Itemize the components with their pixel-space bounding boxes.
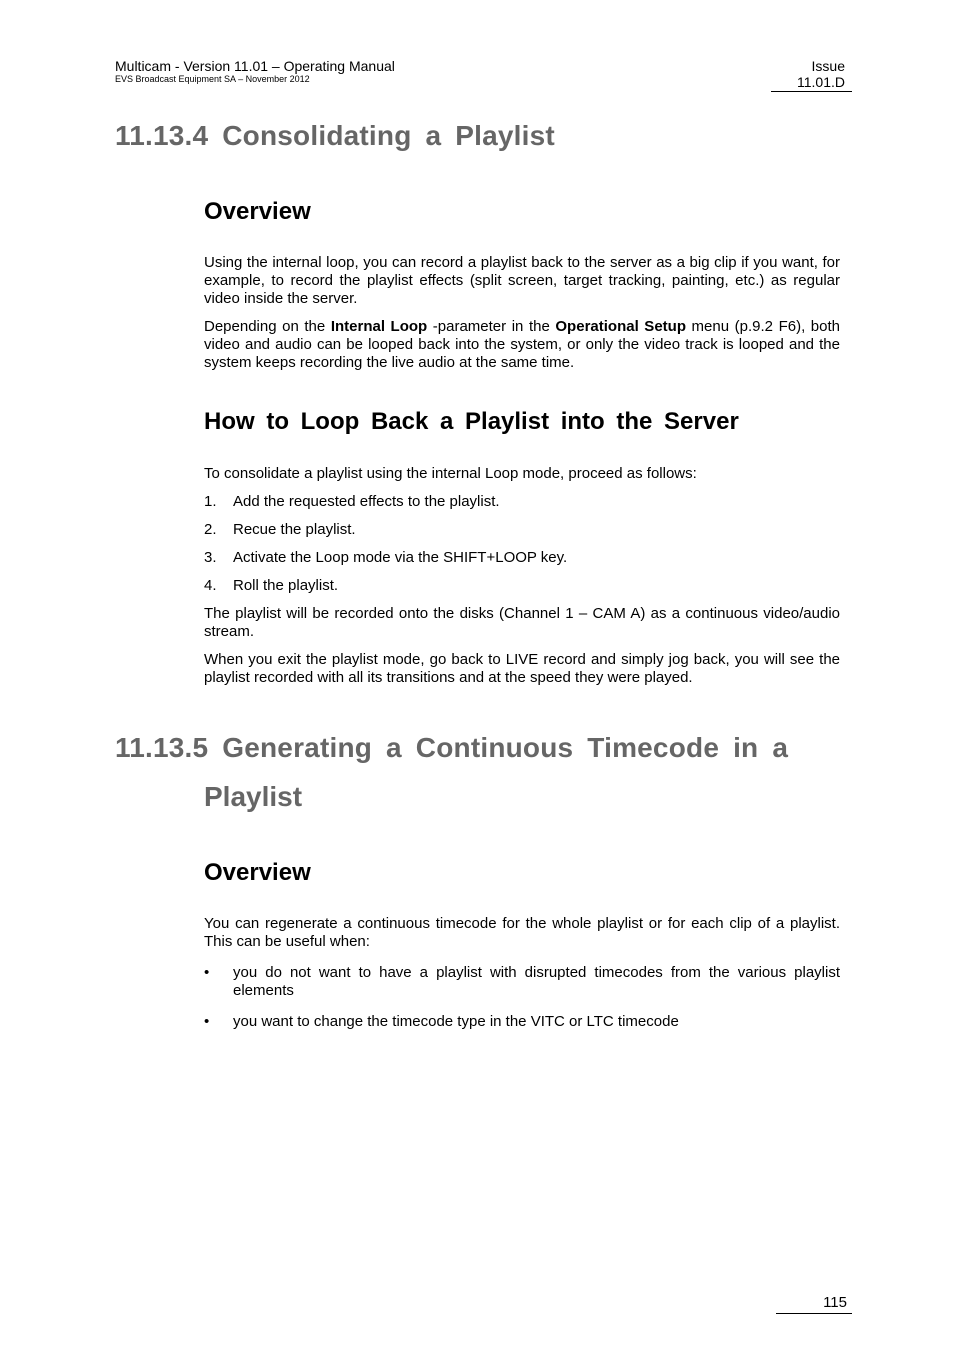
recording-paragraph: The playlist will be recorded onto the disks (Channel 1 – CAM A) as a continuous video/audio stream. — [204, 605, 840, 640]
bullet-text: you do not want to have a playlist with disrupted timecodes from the various playlist elements — [233, 964, 840, 999]
overview-heading-1: Overview — [204, 198, 311, 225]
bullet-text: you want to change the timecode type in the VITC or LTC timecode — [233, 1013, 679, 1030]
step-number: 3. — [204, 549, 217, 566]
header-issue-version: 11.01.D — [797, 74, 845, 90]
header-subtitle: EVS Broadcast Equipment SA – November 2012 — [115, 74, 310, 84]
header-divider — [771, 91, 852, 92]
internal-loop-term: Internal Loop — [330, 318, 428, 335]
step-number: 1. — [204, 493, 217, 510]
page-number: 115 — [823, 1294, 847, 1311]
footer-divider — [776, 1313, 852, 1314]
step-text: Activate the Loop mode via the SHIFT+LOOP key. — [233, 549, 568, 566]
header-issue-label: Issue — [811, 58, 845, 74]
step-number: 2. — [204, 521, 217, 538]
para2-text-1: Depending on the — [204, 318, 331, 335]
section-heading-timecode: 11.13.5 Generating a Continuous Timecode in a — [115, 732, 789, 763]
bullet-icon: • — [204, 1013, 210, 1030]
exit-playlist-paragraph: When you exit the playlist mode, go back to LIVE record and simply jog back, you will see the playlist recorded with all its transitions and at the speed they were played. — [204, 651, 840, 686]
step-text: Roll the playlist. — [233, 577, 339, 594]
header-title: Multicam - Version 11.01 – Operating Manual — [115, 58, 395, 74]
step-text: Add the requested effects to the playlist. — [233, 493, 500, 510]
step-text: Recue the playlist. — [233, 521, 356, 538]
bullet-icon: • — [204, 964, 210, 981]
loop-back-heading: How to Loop Back a Playlist into the Server — [204, 408, 739, 435]
overview-paragraph-2 — [204, 318, 840, 372]
overview-heading-2: Overview — [204, 859, 311, 886]
operational-setup-term: Operational Setup — [555, 318, 686, 335]
timecode-overview-paragraph: You can regenerate a continuous timecode for the whole playlist or for each clip of a playlist. This can be useful when: — [204, 915, 840, 950]
section-heading-timecode-continued: Playlist — [204, 781, 303, 812]
para2-text-3: menu (p.9.2 F6), both video and audio can be looped back into the system, or only the video track is looped and the system keeps recording the live audio at the same time. — [204, 318, 841, 371]
para2-text-2: -parameter in the — [427, 318, 556, 335]
procedure-intro: To consolidate a playlist using the internal Loop mode, proceed as follows: — [204, 465, 697, 482]
section-heading-consolidating: 11.13.4 Consolidating a Playlist — [115, 120, 555, 151]
overview-paragraph-1: Using the internal loop, you can record a playlist back to the server as a big clip if you want, for example, to record the playlist effects (split screen, target tracking, painting, etc.) as regular video inside the server. — [204, 254, 840, 307]
step-number: 4. — [204, 577, 217, 594]
